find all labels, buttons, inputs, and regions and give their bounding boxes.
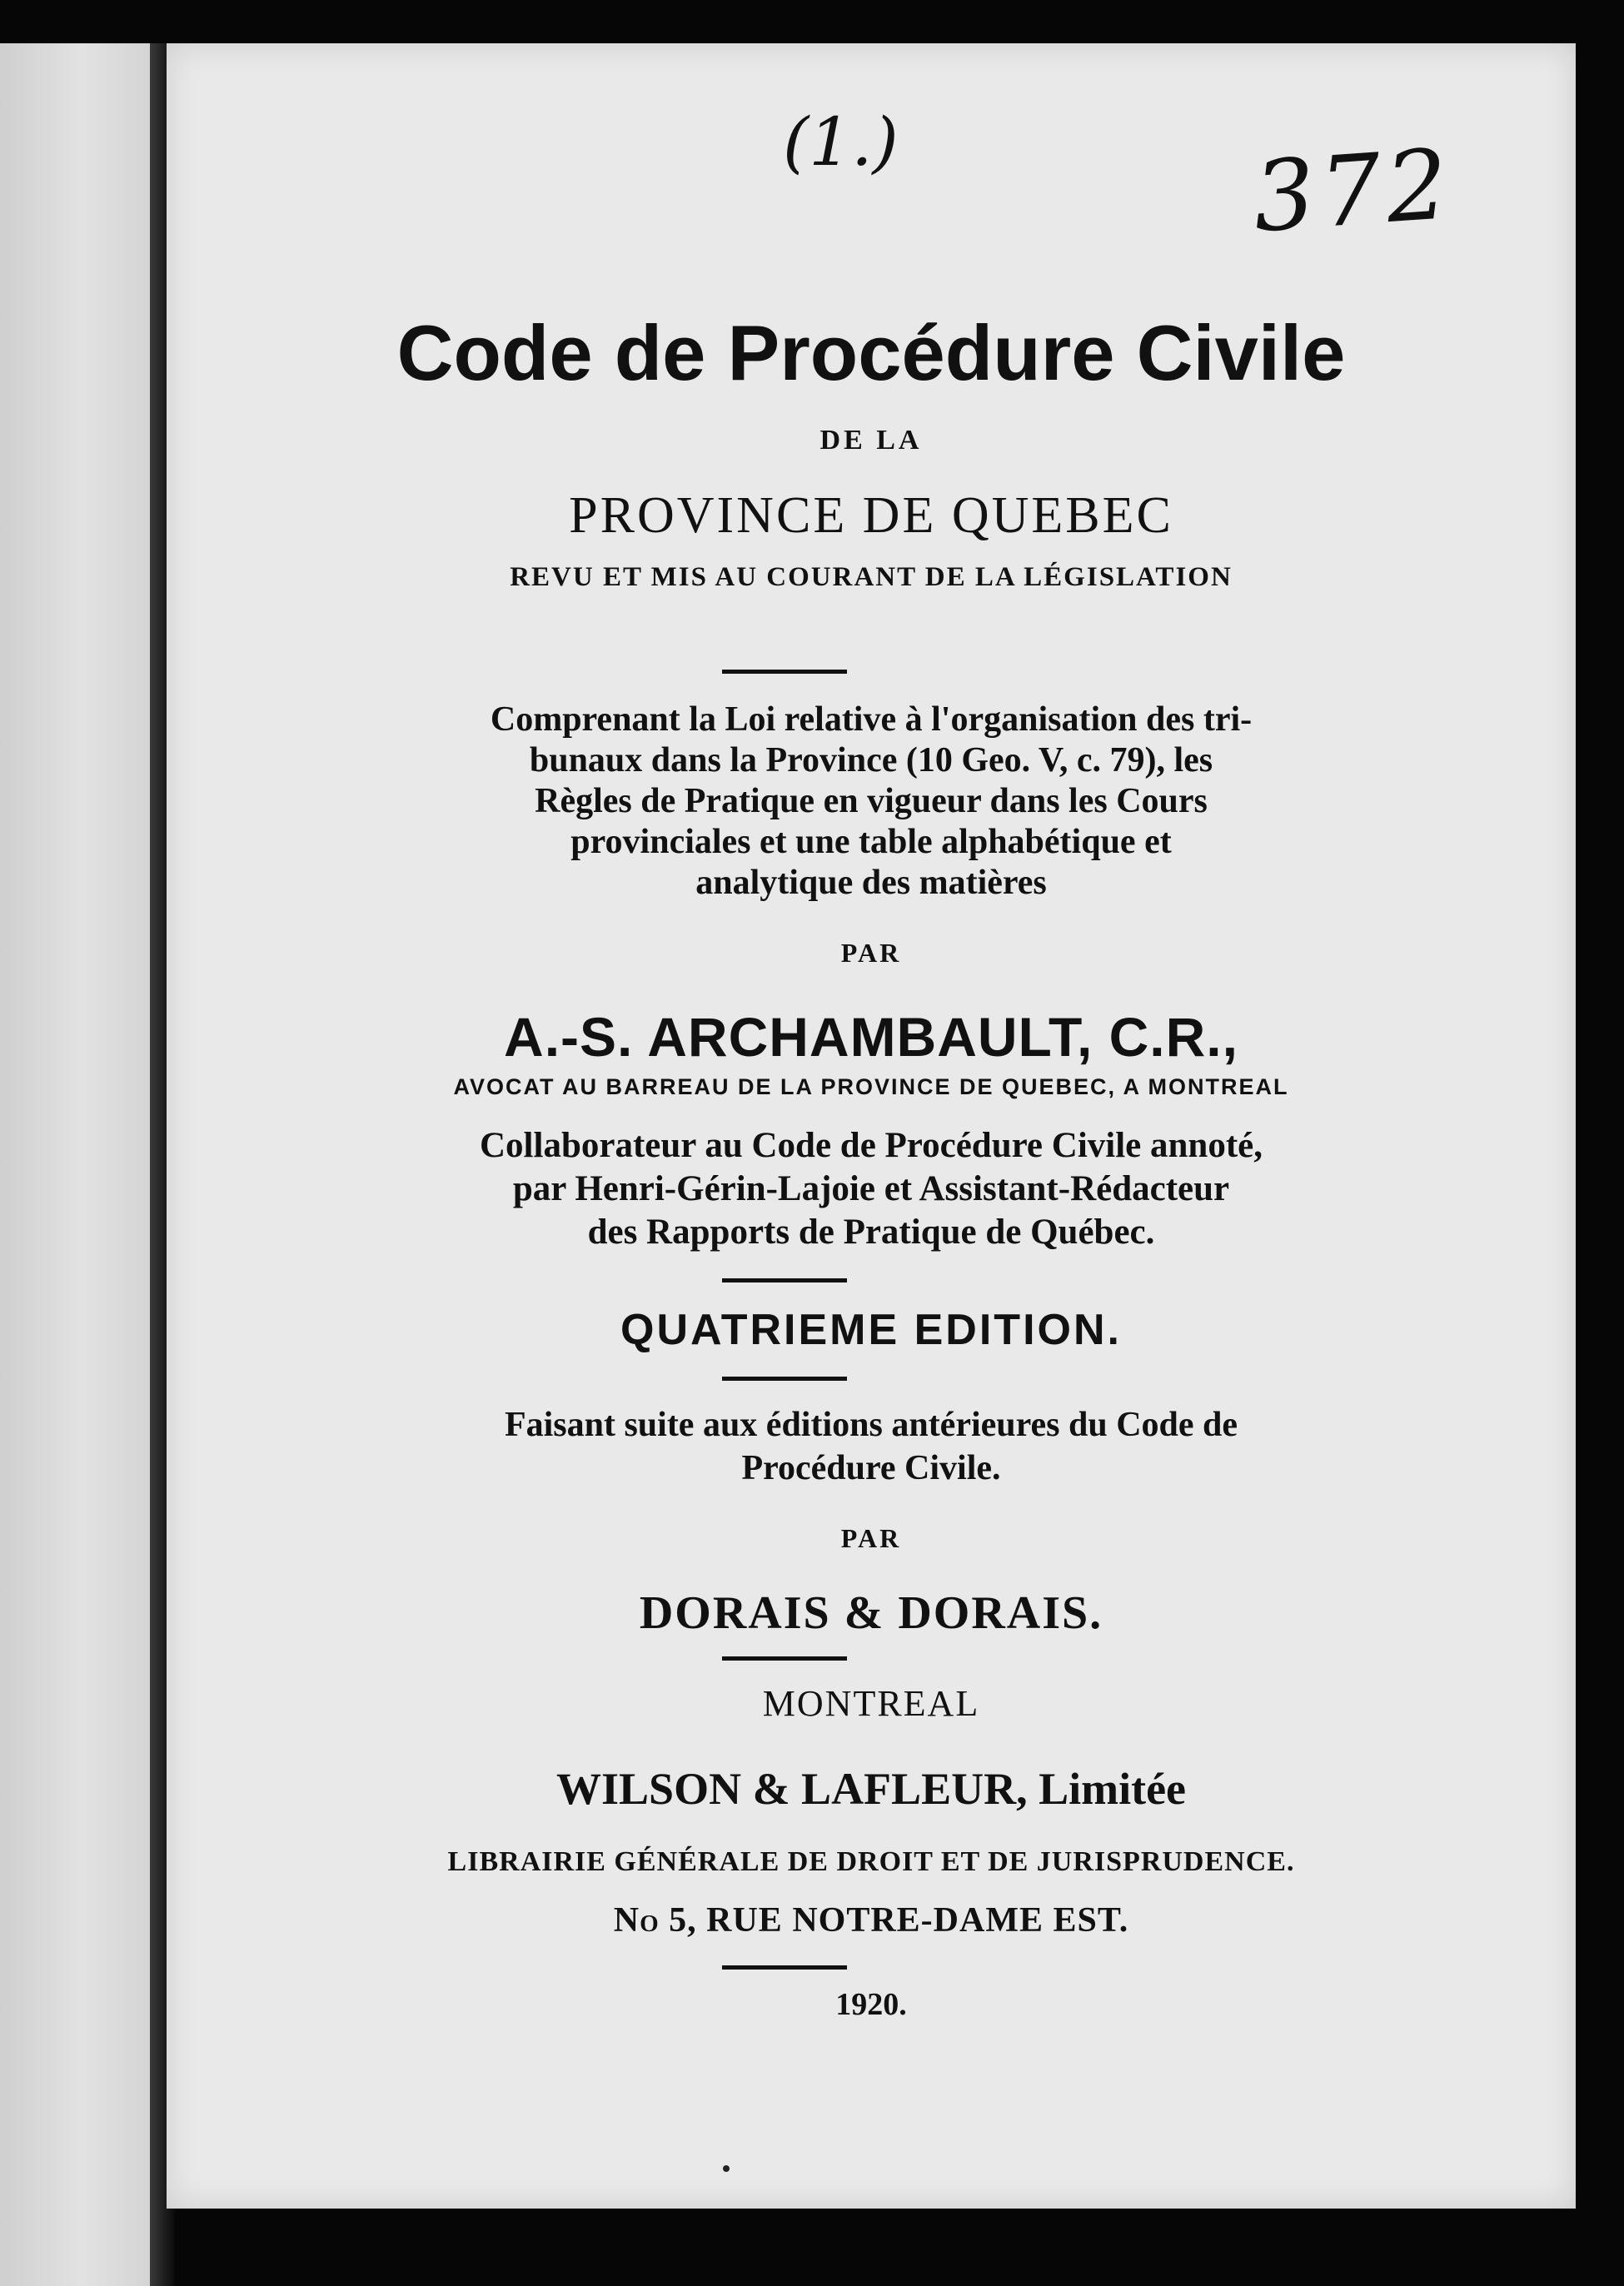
publisher-name: WILSON & LAFLEUR, Limitée [556,1764,1186,1814]
publisher-address: No 5, RUE NOTRE-DAME EST. [613,1901,1129,1940]
contents-description [167,700,1576,904]
collaborator-line-1: Collaborateur au Code de Procédure Civile annoté, [480,1126,1263,1165]
title-page [167,43,1576,2209]
divider-rule-5 [722,1965,847,1970]
print-speck [723,2165,730,2172]
previous-editions-line-2: Procédure Civile. [741,1449,1001,1487]
contents-line-5: analytique des matières [695,864,1047,902]
par-label-1: PAR [840,938,902,968]
collaborator-description [167,1124,1576,1254]
divider-rule-4 [722,1656,847,1661]
handwritten-page-number: 372 [1249,127,1457,255]
edition-label: QUATRIEME EDITION. [620,1306,1122,1354]
previous-editions-note [167,1403,1576,1490]
contents-line-1: Comprenant la Loi relative à l'organisation des tri- [490,700,1253,739]
contents-line-4: provinciales et une table alphabétique et [570,823,1172,861]
province-heading: PROVINCE DE QUEBEC [569,487,1173,544]
publication-year: 1920. [835,1987,907,2022]
adjacent-page-edge [0,43,150,2286]
previous-authors: DORAIS & DORAIS. [639,1587,1103,1639]
revision-line: REVU ET MIS AU COURANT DE LA LÉGISLATION [510,562,1233,592]
author-credential: AVOCAT AU BARREAU DE LA PROVINCE DE QUEBEC, A MONTREAL [453,1074,1289,1099]
publication-city: MONTREAL [762,1683,980,1724]
publisher-description: LIBRAIRIE GÉNÉRALE DE DROIT ET DE JURISPRUDENCE. [447,1846,1295,1877]
contents-line-2: bunaux dans la Province (10 Geo. V, c. 79), les [529,741,1213,779]
previous-editions-line-1: Faisant suite aux éditions antérieures du Code de [504,1406,1238,1444]
handwritten-reference-mark: (1.) [783,103,899,181]
de-la-line: DE LA [819,425,923,456]
collaborator-line-3: des Rapports de Pratique de Québec. [587,1213,1155,1252]
divider-rule-3 [722,1377,847,1381]
book-title: Code de Procédure Civile [396,309,1346,396]
divider-rule-2 [722,1278,847,1282]
author-name: A.-S. ARCHAMBAULT, C.R., [504,1006,1238,1068]
collaborator-line-2: par Henri-Gérin-Lajoie et Assistant-Rédacteur [512,1169,1230,1208]
divider-rule-1 [722,670,847,674]
par-label-2: PAR [840,1523,902,1553]
contents-line-3: Règles de Pratique en vigueur dans les Cours [535,782,1208,820]
